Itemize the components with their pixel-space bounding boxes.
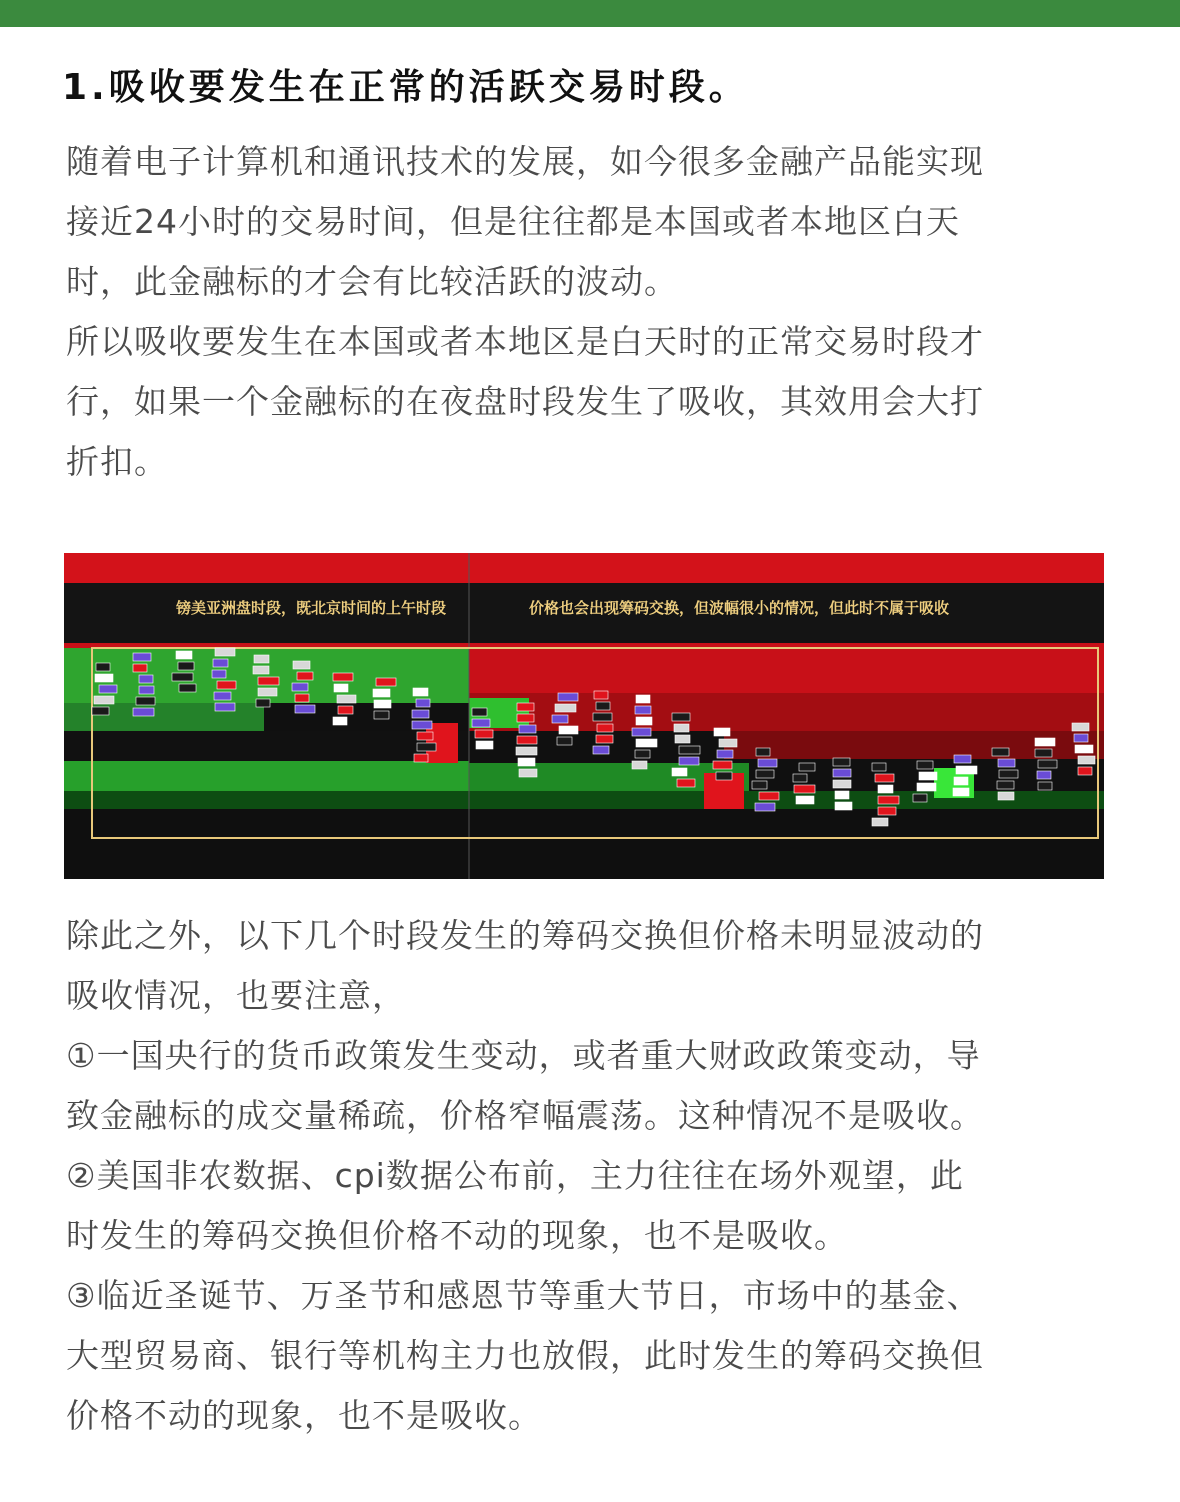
footprint-cell bbox=[558, 693, 578, 701]
footprint-cell bbox=[213, 659, 228, 667]
footprint-cell bbox=[95, 674, 113, 682]
footprint-cell bbox=[133, 664, 147, 672]
footprint-cell bbox=[954, 777, 968, 785]
footprint-cell bbox=[337, 695, 356, 703]
text-line: 价格不动的现象，也不是吸收。 bbox=[66, 1396, 542, 1435]
footprint-cell bbox=[412, 721, 432, 729]
footprint-cell bbox=[92, 707, 109, 715]
footprint-cell bbox=[1038, 760, 1057, 768]
footprint-cell bbox=[833, 758, 850, 766]
top-red-band bbox=[64, 553, 1104, 583]
footprint-cell bbox=[1078, 756, 1095, 764]
notes-paragraph bbox=[66, 906, 1126, 1446]
footprint-cell bbox=[875, 774, 894, 782]
lower-dark-band bbox=[64, 809, 1104, 879]
footprint-cell bbox=[713, 761, 732, 769]
footprint-cell bbox=[755, 803, 775, 811]
footprint-cell bbox=[214, 692, 231, 700]
footprint-cell bbox=[953, 788, 969, 796]
footprint-cell bbox=[677, 779, 695, 787]
footprint-cell bbox=[999, 770, 1018, 778]
footprint-cell bbox=[717, 750, 733, 758]
footprint-cell bbox=[679, 757, 699, 765]
footprint-cell bbox=[96, 663, 110, 671]
footprint-cell bbox=[373, 689, 390, 697]
footprint-cell bbox=[675, 735, 690, 743]
footprint-cell bbox=[338, 706, 353, 714]
footprint-cell bbox=[632, 728, 651, 736]
footprint-cell bbox=[632, 761, 647, 769]
footprint-cell bbox=[794, 785, 815, 793]
footprint-cell bbox=[215, 648, 235, 656]
footprint-cell bbox=[292, 683, 308, 691]
footprint-cell bbox=[376, 678, 396, 686]
footprint-cell bbox=[716, 772, 732, 780]
footprint-cell bbox=[878, 796, 899, 804]
footprint-cell bbox=[215, 703, 235, 711]
footprint-cell bbox=[956, 766, 977, 774]
footprint-cell bbox=[139, 675, 153, 683]
text-line: 时发生的筹码交换但价格不动的现象，也不是吸收。 bbox=[66, 1216, 848, 1255]
footprint-cell bbox=[517, 703, 534, 711]
footprint-cell bbox=[714, 728, 730, 736]
footprint-cell bbox=[516, 747, 537, 755]
footprint-cell bbox=[374, 711, 389, 719]
footprint-cell bbox=[872, 763, 886, 771]
footprint-cell bbox=[519, 725, 536, 733]
footprint-cell bbox=[258, 677, 279, 685]
footprint-cell bbox=[139, 686, 154, 694]
footprint-cell bbox=[672, 713, 690, 721]
footprint-cell bbox=[756, 770, 774, 778]
footprint-cell bbox=[758, 759, 777, 767]
footprint-cell bbox=[413, 688, 428, 696]
footprint-cell bbox=[417, 743, 436, 751]
footprint-cell bbox=[517, 736, 537, 744]
footprint-cell bbox=[719, 739, 737, 747]
footprint-cell bbox=[258, 688, 277, 696]
footprint-cell bbox=[594, 691, 608, 699]
footprint-cell bbox=[1035, 749, 1052, 757]
footprint-cell bbox=[293, 661, 310, 669]
footprint-cell bbox=[297, 672, 313, 680]
text-line: 所以吸收要发生在本国或者本地区是白天时的正常交易时段才 bbox=[66, 322, 984, 361]
footprint-cell bbox=[417, 732, 433, 740]
footprint-cell bbox=[476, 741, 493, 749]
footprint-cell bbox=[295, 694, 309, 702]
footprint-cell bbox=[412, 710, 429, 718]
footprint-cell bbox=[835, 802, 852, 810]
footprint-cell bbox=[256, 699, 270, 707]
footprint-cell bbox=[593, 713, 612, 721]
footprint-cell bbox=[636, 739, 657, 747]
footprint-cell bbox=[596, 735, 613, 743]
footprint-cell bbox=[217, 681, 236, 689]
text-line: 吸收情况，也要注意， bbox=[66, 976, 406, 1015]
footprint-cell bbox=[1072, 723, 1089, 731]
footprint-cell bbox=[672, 768, 687, 776]
text-line: ①一国央行的货币政策发生变动，或者重大财政政策变动，导 bbox=[66, 1036, 981, 1075]
footprint-cell bbox=[635, 706, 651, 714]
footprint-cell bbox=[99, 685, 117, 693]
text-line: 随着电子计算机和通讯技术的发展，如今很多金融产品能实现 bbox=[66, 142, 984, 181]
dark-gap bbox=[64, 731, 469, 761]
footprint-cell bbox=[954, 755, 971, 763]
footprint-cell bbox=[1035, 738, 1055, 746]
footprint-cell bbox=[593, 746, 609, 754]
top-accent-bar bbox=[0, 0, 1180, 27]
footprint-cell bbox=[674, 724, 689, 732]
text-line: 大型贸易商、银行等机构主力也放假，此时发生的筹码交换但 bbox=[66, 1336, 984, 1375]
footprint-cell bbox=[136, 697, 155, 705]
footprint-cell bbox=[254, 655, 269, 663]
footprint-cell bbox=[1038, 782, 1052, 790]
footprint-cell bbox=[295, 705, 315, 713]
annotation-right: 价格也会出现筹码交换，但波幅很小的情况，但此时不属于吸收 bbox=[529, 599, 950, 617]
footprint-cell bbox=[917, 761, 933, 769]
footprint-chart-image bbox=[64, 553, 1104, 879]
footprint-cell bbox=[472, 708, 487, 716]
text-line: ③临近圣诞节、万圣节和感恩节等重大节日，市场中的基金、 bbox=[66, 1276, 981, 1315]
footprint-cell bbox=[518, 758, 535, 766]
footprint-cell bbox=[878, 785, 893, 793]
footprint-cell bbox=[179, 684, 196, 692]
text-line: 折扣。 bbox=[66, 442, 168, 481]
footprint-cell bbox=[416, 699, 430, 707]
footprint-cell bbox=[472, 719, 490, 727]
footprint-cell bbox=[998, 792, 1014, 800]
text-line: 致金融标的成交量稀疏，价格窄幅震荡。这种情况不是吸收。 bbox=[66, 1096, 984, 1135]
footprint-cell bbox=[596, 702, 610, 710]
footprint-cell bbox=[796, 796, 814, 804]
footprint-cell bbox=[178, 662, 194, 670]
footprint-cell bbox=[992, 748, 1009, 756]
text-line: 除此之外，以下几个时段发生的筹码交换但价格未明显波动的 bbox=[66, 916, 984, 955]
text-line: 时，此金融标的才会有比较活跃的波动。 bbox=[66, 262, 678, 301]
footprint-cell bbox=[333, 717, 347, 725]
footprint-cell bbox=[333, 673, 353, 681]
footprint-cell bbox=[799, 763, 815, 771]
footprint-cell bbox=[636, 695, 650, 703]
footprint-cell bbox=[94, 696, 114, 704]
footprint-cell bbox=[997, 781, 1014, 789]
footprint-cell bbox=[998, 759, 1015, 767]
footprint-cell bbox=[679, 746, 700, 754]
footprint-cell bbox=[833, 780, 851, 788]
footprint-cell bbox=[253, 666, 269, 674]
footprint-cell bbox=[793, 774, 807, 782]
footprint-cell bbox=[519, 769, 537, 777]
footprint-cell bbox=[374, 700, 391, 708]
footprint-cell bbox=[919, 772, 937, 780]
footprint-cell bbox=[172, 673, 193, 681]
footprint-cell bbox=[555, 704, 576, 712]
green-zone-left-3 bbox=[64, 761, 469, 791]
footprint-cell bbox=[1037, 771, 1051, 779]
text-line: 接近24小时的交易时间，但是往往都是本国或者本地区白天 bbox=[66, 202, 960, 241]
intro-paragraph bbox=[66, 132, 1126, 492]
footprint-cell bbox=[759, 792, 779, 800]
footprint-cell bbox=[597, 724, 613, 732]
footprint-cell bbox=[636, 717, 652, 725]
footprint-cell bbox=[133, 708, 154, 716]
annotation-left: 镑美亚洲盘时段，既北京时间的上午时段 bbox=[176, 599, 447, 617]
footprint-cell bbox=[917, 783, 936, 791]
footprint-cell bbox=[756, 748, 770, 756]
footprint-cell bbox=[752, 781, 767, 789]
footprint-cell bbox=[1075, 745, 1093, 753]
footprint-cell bbox=[559, 726, 578, 734]
footprint-cell bbox=[878, 807, 896, 815]
footprint-cell bbox=[635, 750, 650, 758]
footprint-cell bbox=[1078, 767, 1092, 775]
footprint-cell bbox=[517, 714, 534, 722]
footprint-cell bbox=[557, 737, 572, 745]
footprint-cell bbox=[552, 715, 568, 723]
footprint-cell bbox=[334, 684, 348, 692]
footprint-cell bbox=[1074, 734, 1088, 742]
section-heading: 1.吸收要发生在正常的活跃交易时段。 bbox=[62, 67, 749, 108]
footprint-cell bbox=[872, 818, 888, 826]
chart-svg bbox=[64, 553, 1104, 879]
footprint-cell bbox=[475, 730, 493, 738]
footprint-cell bbox=[835, 791, 849, 799]
footprint-cell bbox=[833, 769, 851, 777]
footprint-cell bbox=[133, 653, 151, 661]
footprint-cell bbox=[176, 651, 192, 659]
footprint-cell bbox=[913, 794, 927, 802]
footprint-cell bbox=[414, 754, 428, 762]
text-line: 行，如果一个金融标的在夜盘时段发生了吸收，其效用会大打 bbox=[66, 382, 984, 421]
text-line: ②美国非农数据、cpi数据公布前，主力往往在场外观望，此 bbox=[66, 1156, 964, 1195]
footprint-cell bbox=[212, 670, 226, 678]
